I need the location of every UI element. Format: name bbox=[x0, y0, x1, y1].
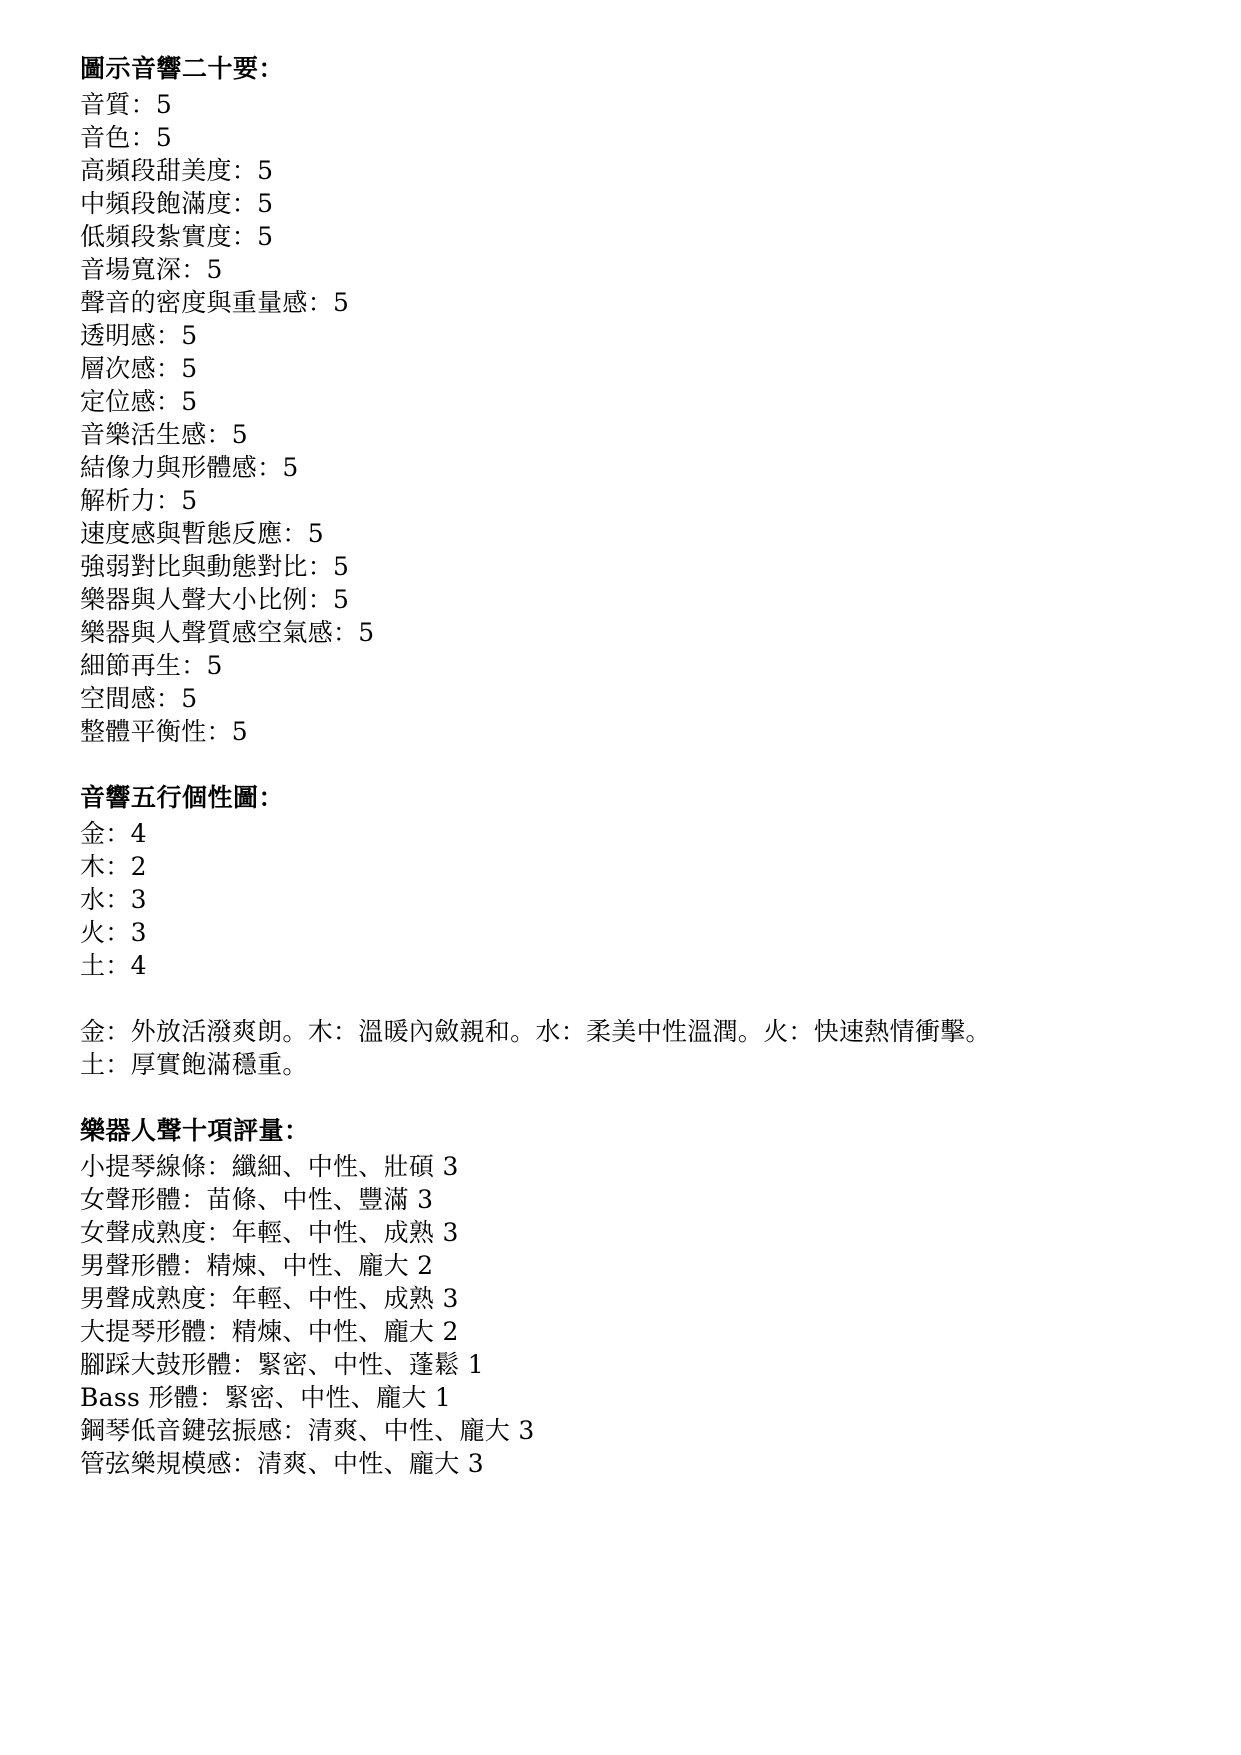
paragraph-spacer bbox=[80, 982, 1161, 1015]
list-item: 鋼琴低音鍵弦振感：清爽、中性、龐大 3 bbox=[80, 1416, 535, 1445]
list-item: 樂器與人聲質感空氣感：5 bbox=[80, 618, 375, 647]
list-item: 大提琴形體：精煉、中性、龐大 2 bbox=[80, 1317, 459, 1346]
list-item: 聲音的密度與重量感：5 bbox=[80, 288, 350, 317]
section-heading: 圖示音響二十要： bbox=[80, 54, 285, 83]
section-spacer bbox=[80, 1081, 1161, 1114]
list-item: 樂器與人聲大小比例：5 bbox=[80, 585, 350, 614]
list-item: 女聲形體：苗條、中性、豐滿 3 bbox=[80, 1185, 434, 1214]
section-twenty-points bbox=[80, 52, 1161, 748]
notes-line: 土：厚實飽滿穩重。 bbox=[80, 1050, 308, 1079]
section-ten-items bbox=[80, 1114, 1161, 1480]
list-item: 強弱對比與動態對比：5 bbox=[80, 552, 350, 581]
notes-line: 金：外放活潑爽朗。木：溫暖內斂親和。水：柔美中性溫潤。火：快速熱情衝擊。 bbox=[80, 1017, 991, 1046]
list-item: 層次感：5 bbox=[80, 354, 198, 383]
list-item: 小提琴線條：纖細、中性、壯碩 3 bbox=[80, 1152, 459, 1181]
list-item: 定位感：5 bbox=[80, 387, 198, 416]
list-item: 管弦樂規模感：清爽、中性、龐大 3 bbox=[80, 1449, 484, 1478]
list-item: 空間感：5 bbox=[80, 684, 198, 713]
list-item: 男聲成熟度：年輕、中性、成熟 3 bbox=[80, 1284, 459, 1313]
list-item: 細節再生：5 bbox=[80, 651, 223, 680]
list-item: 整體平衡性：5 bbox=[80, 717, 249, 746]
section-five-elements bbox=[80, 781, 1161, 1081]
list-item: 腳踩大鼓形體：緊密、中性、蓬鬆 1 bbox=[80, 1350, 484, 1379]
list-item: 女聲成熟度：年輕、中性、成熟 3 bbox=[80, 1218, 459, 1247]
section-spacer bbox=[80, 748, 1161, 781]
list-item: 音色：5 bbox=[80, 123, 173, 152]
list-item: 解析力：5 bbox=[80, 486, 198, 515]
section-heading: 樂器人聲十項評量： bbox=[80, 1116, 310, 1145]
list-item: 火：3 bbox=[80, 918, 147, 947]
list-item: 土：4 bbox=[80, 951, 147, 980]
list-item: 速度感與暫態反應：5 bbox=[80, 519, 324, 548]
list-item: 音樂活生感：5 bbox=[80, 420, 249, 449]
list-item: 低頻段紮實度：5 bbox=[80, 222, 274, 251]
list-item: 男聲形體：精煉、中性、龐大 2 bbox=[80, 1251, 434, 1280]
list-item: 金：4 bbox=[80, 819, 147, 848]
list-item: 中頻段飽滿度：5 bbox=[80, 189, 274, 218]
list-item: Bass 形體：緊密、中性、龐大 1 bbox=[80, 1383, 452, 1412]
list-item: 透明感：5 bbox=[80, 321, 198, 350]
list-item: 結像力與形體感：5 bbox=[80, 453, 299, 482]
list-item: 音場寬深：5 bbox=[80, 255, 223, 284]
list-item: 水：3 bbox=[80, 885, 147, 914]
section-heading: 音響五行個性圖： bbox=[80, 783, 285, 812]
list-item: 高頻段甜美度：5 bbox=[80, 156, 274, 185]
list-item: 音質：5 bbox=[80, 90, 173, 119]
list-item: 木：2 bbox=[80, 852, 147, 881]
